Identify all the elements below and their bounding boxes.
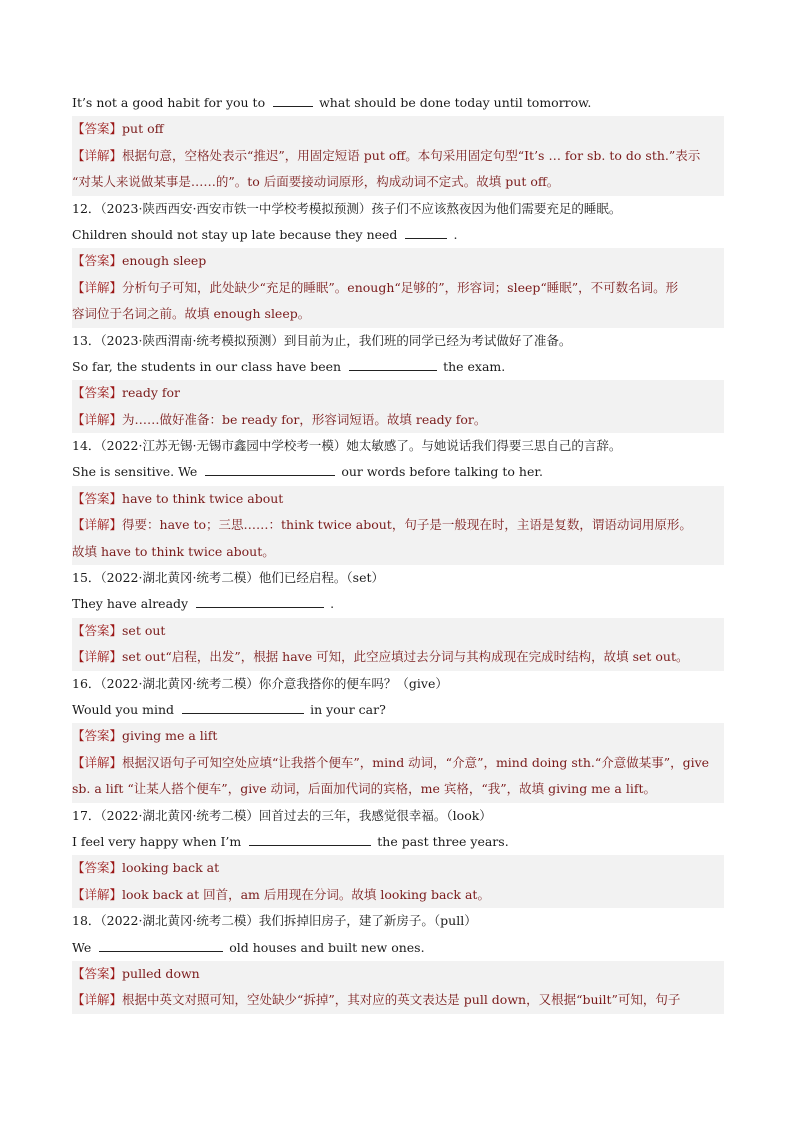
answer-tag: 【答案】: [72, 490, 123, 506]
exercise-item: [72, 908, 724, 1014]
detail-tag: 【详解】: [72, 886, 123, 902]
detail-line: [72, 987, 721, 1013]
answer-text: pulled down: [122, 965, 200, 981]
answer-text: put off: [122, 121, 164, 137]
sentence-part: what should be done today until tomorrow.: [319, 95, 592, 110]
answer-box: [72, 961, 724, 1014]
detail-text: set out“启程，出发”，根据 have 可知，此空应填过去分词与其构成现在完成时结构，故填 set out。: [122, 649, 689, 665]
sentence-part: old houses and built new ones.: [229, 939, 425, 955]
answer-tag: 【答案】: [72, 860, 123, 876]
answer-box: [72, 486, 724, 565]
sentence-part: our words before talking to her.: [341, 464, 543, 480]
sentence-part: Children should not stay up late because they need: [72, 226, 398, 242]
fill-blank: [205, 462, 335, 476]
sentence-part: We: [72, 939, 92, 955]
detail-tag: 【详解】: [72, 411, 123, 427]
answer-text: have to think twice about: [122, 490, 284, 506]
answer-text: set out: [122, 622, 166, 638]
detail-line: [72, 512, 721, 538]
answer-box: [72, 723, 724, 802]
sentence-part: It’s not a good habit for you to: [72, 95, 266, 110]
answer-box: [72, 618, 724, 671]
detail-tag: 【详解】: [72, 517, 123, 533]
english-sentence: [72, 90, 724, 116]
fill-blank: [196, 594, 324, 608]
detail-line: [72, 644, 721, 670]
question-text: 16．（2022·湖北黄冈·统考二模）你介意我搭你的便车吗？（give）: [72, 675, 448, 691]
answer-line: [72, 855, 721, 881]
answer-line: [72, 116, 721, 142]
question-text: 18．（2022·湖北黄冈·统考二模）我们拆掉旧房子，建了新房子。（pull）: [72, 913, 477, 929]
answer-tag: 【答案】: [72, 965, 123, 981]
exercise-list: [72, 90, 724, 1014]
fill-blank: [249, 832, 371, 846]
detail-tag: 【详解】: [72, 649, 123, 665]
detail-text: 容词位于名词之前。故填 enough sleep。: [72, 306, 311, 322]
detail-line: [72, 776, 721, 802]
exercise-item: [72, 671, 724, 803]
answer-tag: 【答案】: [72, 385, 123, 401]
answer-tag: 【答案】: [72, 728, 123, 744]
answer-box: [72, 116, 724, 195]
exercise-item: [72, 196, 724, 328]
answer-text: looking back at: [122, 860, 220, 876]
detail-tag: 【详解】: [72, 992, 123, 1008]
answer-text: enough sleep: [122, 253, 207, 269]
detail-text: “对某人来说做某事是……的”。to 后面要接动词原形，构成动词不定式。故填 put off。: [72, 174, 560, 190]
detail-text: 故填 have to think twice about。: [72, 543, 275, 559]
detail-line: [72, 275, 721, 301]
question-text: 12．（2023·陕西西安·西安市铁一中学校考模拟预测）孩子们不应该熬夜因为他们需要充足的睡眠。: [72, 200, 622, 216]
english-sentence: [72, 697, 724, 723]
question-text: 17．（2022·湖北黄冈·统考二模）回首过去的三年，我感觉很幸福。（look）: [72, 807, 492, 823]
answer-box: [72, 380, 724, 433]
detail-text: 得要：have to；三思……：think twice about，句子是一般现在时，主语是复数，谓语动词用原形。: [122, 517, 692, 533]
fill-blank: [349, 357, 437, 371]
english-sentence: [72, 829, 724, 855]
answer-box: [72, 855, 724, 908]
answer-line: [72, 248, 721, 274]
exercise-item: [72, 90, 724, 196]
sentence-part: .: [330, 596, 335, 612]
detail-line: [72, 301, 721, 327]
sentence-part: They have already: [72, 596, 189, 612]
detail-line: [72, 539, 721, 565]
answer-tag: 【答案】: [72, 121, 123, 137]
sentence-part: So far, the students in our class have been: [72, 358, 342, 374]
fill-blank: [405, 225, 447, 239]
detail-text: 分析句子可知，此处缺少“充足的睡眠”。enough“足够的”，形容词；sleep“睡眠”，不可数名词。形: [122, 279, 679, 295]
detail-line: [72, 882, 721, 908]
fill-blank: [273, 93, 313, 107]
detail-line: [72, 407, 721, 433]
exercise-item: [72, 803, 724, 909]
english-sentence: [72, 354, 724, 380]
sentence-part: I feel very happy when I’m: [72, 833, 242, 849]
answer-line: [72, 486, 721, 512]
fill-blank: [182, 700, 304, 714]
sentence-part: the exam.: [443, 358, 506, 374]
question-text: 15．（2022·湖北黄冈·统考二模）他们已经启程。（set）: [72, 570, 385, 586]
detail-line: [72, 169, 721, 195]
detail-text: 根据中英文对照可知，空处缺少“拆掉”，其对应的英文表达是 pull down，又根据“built”可知，句子: [122, 992, 681, 1008]
detail-tag: 【详解】: [72, 754, 123, 770]
exercise-item: [72, 565, 724, 671]
answer-tag: 【答案】: [72, 253, 123, 269]
sentence-part: in your car?: [310, 701, 386, 717]
answer-text: ready for: [122, 385, 181, 401]
fill-blank: [99, 938, 223, 952]
answer-line: [72, 961, 721, 987]
detail-tag: 【详解】: [72, 279, 123, 295]
detail-text: 根据句意，空格处表示“推迟”，用固定短语 put off。本句采用固定句型“It’s … for sb. to do sth.”表示: [122, 147, 701, 163]
detail-text: sb. a lift “让某人搭个便车”，give 动词，后面加代词的宾格，me 宾格，“我”，故填 giving me a lift。: [72, 781, 656, 797]
english-sentence: [72, 935, 724, 961]
answer-line: [72, 723, 721, 749]
detail-text: 根据汉语句子可知空处应填“让我搭个便车”，mind 动词，“介意”，mind doing sth.“介意做某事”，give: [122, 754, 710, 770]
english-sentence: [72, 459, 724, 485]
detail-line: [72, 143, 721, 169]
answer-box: [72, 248, 724, 327]
answer-text: giving me a lift: [122, 728, 218, 744]
question-text: 14．（2022·江苏无锡·无锡市鑫园中学校考一模）她太敏感了。与她说话我们得要三思自己的言辞。: [72, 438, 622, 454]
sentence-part: the past three years.: [377, 833, 509, 849]
question-text: 13．（2023·陕西渭南·统考模拟预测）到目前为止，我们班的同学已经为考试做好了准备。: [72, 332, 572, 348]
answer-tag: 【答案】: [72, 622, 123, 638]
detail-tag: 【详解】: [72, 147, 123, 163]
sentence-part: .: [453, 226, 458, 242]
english-sentence: [72, 591, 724, 617]
exercise-item: [72, 433, 724, 565]
answer-line: [72, 618, 721, 644]
sentence-part: Would you mind: [72, 701, 175, 717]
exercise-item: [72, 328, 724, 434]
detail-line: [72, 750, 721, 776]
detail-text: look back at 回首，am 后用现在分词。故填 looking back at。: [122, 886, 490, 902]
sentence-part: She is sensitive. We: [72, 464, 198, 480]
english-sentence: [72, 222, 724, 248]
answer-line: [72, 380, 721, 406]
detail-text: 为……做好准备：be ready for，形容词短语。故填 ready for。: [122, 411, 487, 427]
